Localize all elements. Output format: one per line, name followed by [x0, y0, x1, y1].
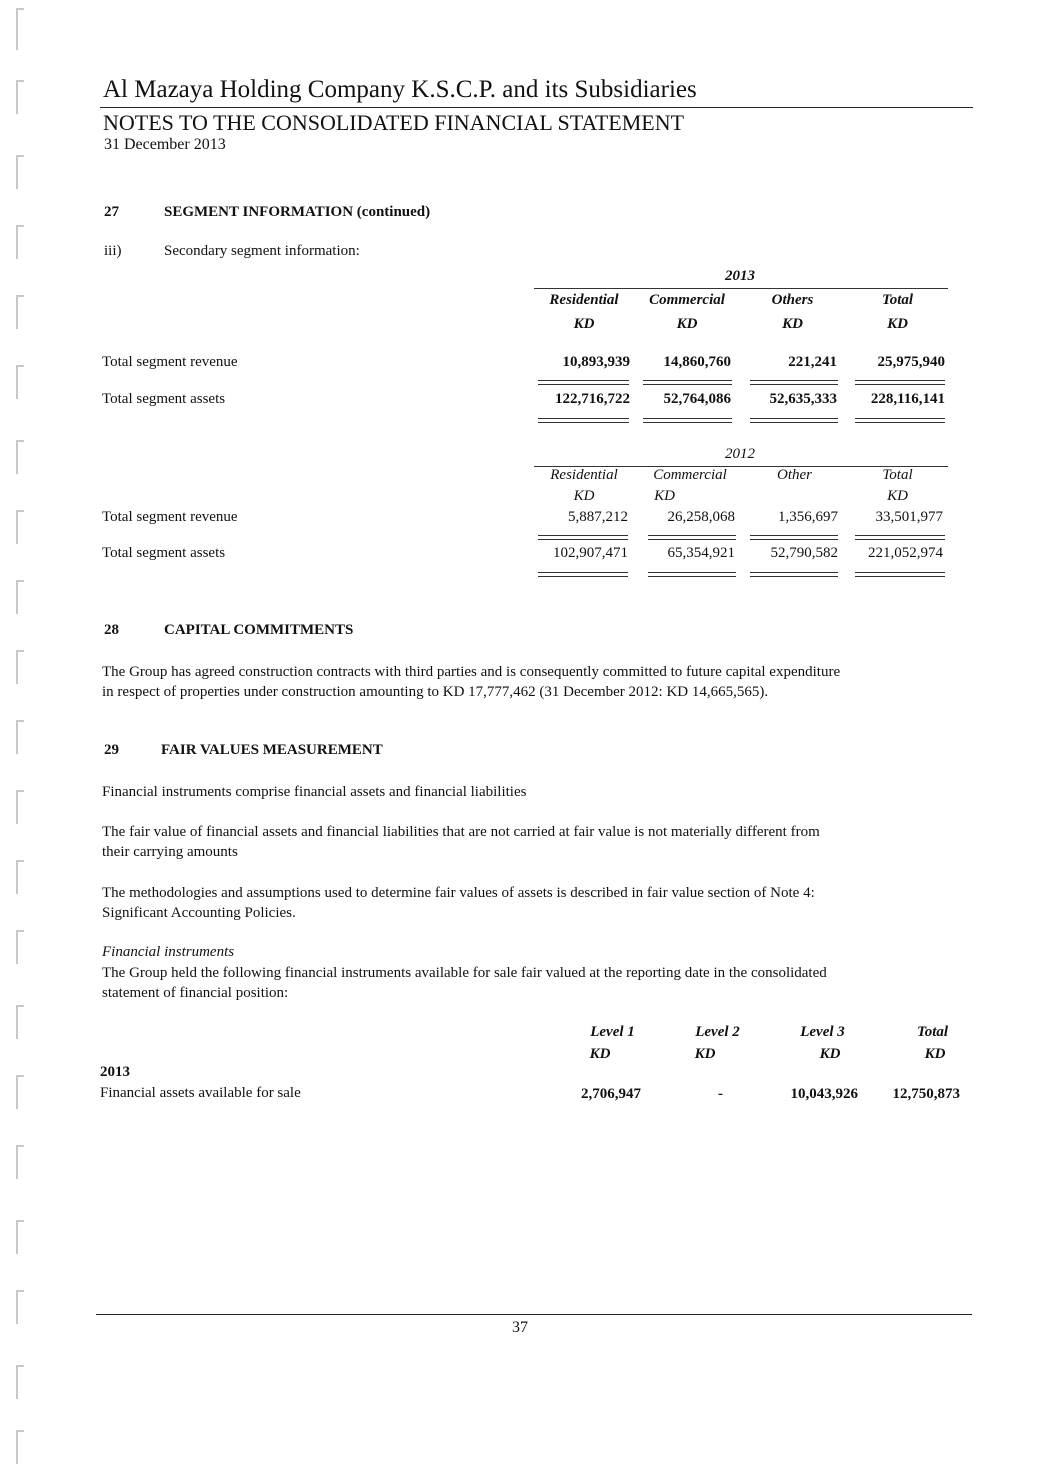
year-rule — [534, 288, 948, 289]
table-year-2013: 2013 — [725, 268, 755, 284]
section-28-paragraph-line: in respect of properties under construction amounting to KD 17,777,462 (31 December 2012: KD 14,665,565). — [102, 684, 769, 700]
table-cell: 52,635,333 — [769, 391, 837, 407]
table-cell: 122,716,722 — [555, 391, 630, 407]
table-cell: 10,893,939 — [562, 354, 630, 370]
row-label: Financial assets available for sale — [100, 1085, 301, 1101]
binding-mark — [16, 1430, 24, 1464]
double-underline — [750, 535, 838, 540]
section-29-paragraph-line: their carrying amounts — [102, 844, 238, 860]
section-27-subtitle: Secondary segment information: — [164, 243, 360, 259]
column-header: Total — [881, 292, 914, 308]
column-header: Level 3 — [800, 1024, 845, 1040]
column-header: Total — [882, 467, 913, 483]
binding-mark — [16, 155, 24, 189]
column-unit: KD — [782, 316, 803, 332]
table-cell: 65,354,921 — [667, 545, 735, 561]
column-header: Level 2 — [695, 1024, 740, 1040]
table-cell: 33,501,977 — [875, 509, 943, 525]
company-name: Al Mazaya Holding Company K.S.C.P. and its Subsidiaries — [103, 76, 697, 103]
binding-mark — [16, 440, 24, 474]
row-label: Total segment revenue — [102, 509, 238, 525]
column-header: Commercial — [649, 292, 725, 308]
table-cell: 26,258,068 — [667, 509, 735, 525]
binding-mark — [16, 295, 24, 329]
double-underline — [855, 572, 945, 577]
column-unit: KD — [654, 488, 675, 504]
column-header: Other — [777, 467, 812, 483]
table-year-label: 2013 — [100, 1064, 130, 1080]
column-header: Others — [771, 292, 814, 308]
row-label: Total segment assets — [102, 545, 226, 561]
section-29-number: 29 — [104, 742, 119, 758]
column-unit: KD — [887, 316, 908, 332]
section-29-paragraph-line: The fair value of financial assets and financial liabilities that are not carried at fair value is not materially different from — [102, 824, 820, 840]
double-underline — [538, 418, 629, 423]
binding-mark — [16, 8, 24, 50]
table-cell: 221,241 — [788, 354, 837, 370]
column-unit: KD — [676, 316, 698, 332]
binding-mark — [16, 1290, 24, 1324]
double-underline — [750, 418, 838, 423]
column-unit: KD — [573, 488, 595, 504]
column-header: Residential — [549, 292, 619, 308]
column-header: Total — [916, 1024, 949, 1040]
section-28-title: CAPITAL COMMITMENTS — [164, 622, 354, 638]
binding-mark — [16, 1365, 24, 1399]
table-cell: 2,706,947 — [581, 1086, 641, 1102]
double-underline — [643, 418, 732, 423]
table-cell: 228,116,141 — [870, 391, 945, 407]
page-number: 37 — [512, 1319, 528, 1336]
table-cell: 5,887,212 — [568, 509, 628, 525]
footer-rule — [96, 1314, 972, 1315]
double-underline — [855, 380, 945, 385]
table-cell: 14,860,760 — [663, 354, 731, 370]
double-underline — [648, 572, 736, 577]
section-27-subnumber: iii) — [104, 243, 122, 259]
binding-mark — [16, 860, 24, 894]
row-label: Total segment assets — [102, 391, 226, 407]
document-subtitle: NOTES TO THE CONSOLIDATED FINANCIAL STATEMENT — [103, 110, 685, 135]
financial-instruments-heading: Financial instruments — [102, 944, 235, 960]
section-28-paragraph-line: The Group has agreed construction contracts with third parties and is consequently committed to future capital expenditure — [102, 664, 841, 680]
section-28-number: 28 — [104, 622, 119, 638]
column-unit: KD — [573, 316, 595, 332]
binding-mark — [16, 510, 24, 544]
section-29-paragraph-line: The methodologies and assumptions used to determine fair values of assets is described in fair value section of Note 4: — [102, 885, 815, 901]
table-cell: 221,052,974 — [868, 545, 943, 561]
column-unit: KD — [819, 1046, 841, 1062]
column-unit: KD — [694, 1046, 716, 1062]
column-unit: KD — [924, 1046, 946, 1062]
table-year-2012: 2012 — [725, 446, 755, 462]
section-27-title: SEGMENT INFORMATION (continued) — [164, 204, 431, 220]
binding-mark — [16, 1145, 24, 1179]
binding-mark — [16, 1220, 24, 1254]
double-underline — [538, 572, 628, 577]
binding-mark — [16, 790, 24, 824]
binding-mark — [16, 720, 24, 754]
section-29-paragraph: Financial instruments comprise financial assets and financial liabilities — [102, 784, 527, 800]
double-underline — [855, 535, 945, 540]
table-cell: 25,975,940 — [877, 354, 945, 370]
column-header: Residential — [550, 467, 618, 483]
binding-mark — [16, 225, 24, 259]
table-cell: 52,790,582 — [770, 545, 838, 561]
document-date: 31 December 2013 — [104, 136, 226, 153]
section-29-title: FAIR VALUES MEASUREMENT — [161, 742, 383, 758]
header-rule — [100, 107, 973, 108]
column-unit: KD — [887, 488, 908, 504]
double-underline — [855, 418, 945, 423]
double-underline — [750, 572, 838, 577]
section-29-paragraph-line: Significant Accounting Policies. — [102, 905, 296, 921]
table-cell: - — [718, 1086, 723, 1102]
table-cell: 12,750,873 — [892, 1086, 960, 1102]
table-cell: 52,764,086 — [663, 391, 731, 407]
binding-mark — [16, 580, 24, 614]
binding-mark — [16, 1075, 24, 1109]
binding-mark — [16, 80, 24, 114]
column-header: Level 1 — [590, 1024, 635, 1040]
section-29-paragraph-line: statement of financial position: — [102, 985, 289, 1001]
double-underline — [750, 380, 838, 385]
column-header: Commercial — [653, 467, 727, 483]
column-unit: KD — [589, 1046, 611, 1062]
double-underline — [538, 380, 629, 385]
binding-mark — [16, 650, 24, 684]
double-underline — [643, 380, 732, 385]
binding-mark — [16, 930, 24, 964]
table-cell: 1,356,697 — [778, 509, 838, 525]
section-27-number: 27 — [104, 204, 119, 220]
double-underline — [538, 535, 628, 540]
row-label: Total segment revenue — [102, 354, 238, 370]
table-cell: 10,043,926 — [790, 1086, 858, 1102]
binding-mark — [16, 1005, 24, 1039]
table-cell: 102,907,471 — [553, 545, 628, 561]
section-29-paragraph-line: The Group held the following financial instruments available for sale fair valued at the reporting date in the consolidated — [102, 965, 827, 981]
binding-mark — [16, 365, 24, 399]
double-underline — [648, 535, 736, 540]
